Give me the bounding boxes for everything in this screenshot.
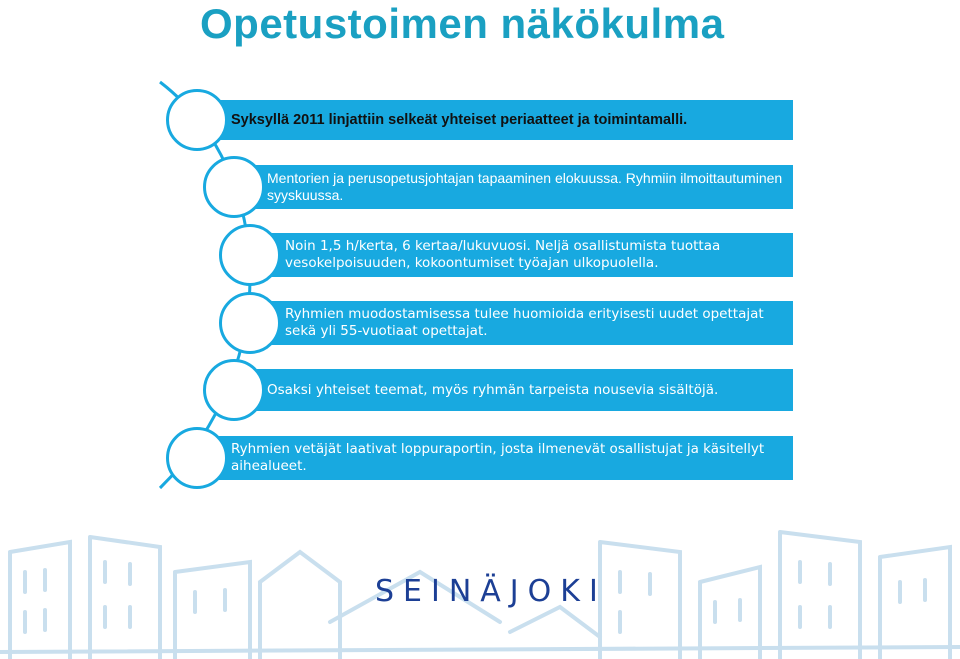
list-item (198, 100, 793, 140)
bullet-circle (203, 156, 265, 218)
list-item (235, 165, 793, 209)
bullet-circle (166, 427, 228, 489)
list-item-text: Ryhmien vetäjät laativat loppuraportin, josta ilmenevät osallistujat ja käsitellyt aihealueet. (231, 441, 765, 474)
page-title: Opetustoimen näkökulma (200, 0, 725, 47)
list-item-text: Syksyllä 2011 linjattiin selkeät yhteiset periaatteet ja toimintamalli. (231, 111, 688, 128)
list-item (252, 233, 793, 277)
bullet-circle (219, 224, 281, 286)
list-item (252, 301, 793, 345)
bullet-circle (166, 89, 228, 151)
seinajoki-logo: SEINÄJOKI (375, 574, 607, 609)
list-item (198, 436, 793, 480)
list-item-text: Mentorien ja perusopetusjohtajan tapaaminen elokuussa. Ryhmiin ilmoittautuminen syyskuussa. (267, 170, 783, 203)
list-item (235, 369, 793, 411)
list-item-text: Ryhmien muodostamisessa tulee huomioida erityisesti uudet opettajat sekä yli 55-vuotiaat opettajat. (285, 306, 764, 339)
list-item-text: Osaksi yhteiset teemat, myös ryhmän tarpeista nousevia sisältöjä. (267, 381, 719, 398)
list-item-text: Noin 1,5 h/kerta, 6 kertaa/lukuvuosi. Neljä osallistumista tuottaa vesokelpoisuuden, kokoontumiset työajan ulkopuolella. (285, 238, 721, 271)
bullet-circle (203, 359, 265, 421)
bullet-circle (219, 292, 281, 354)
